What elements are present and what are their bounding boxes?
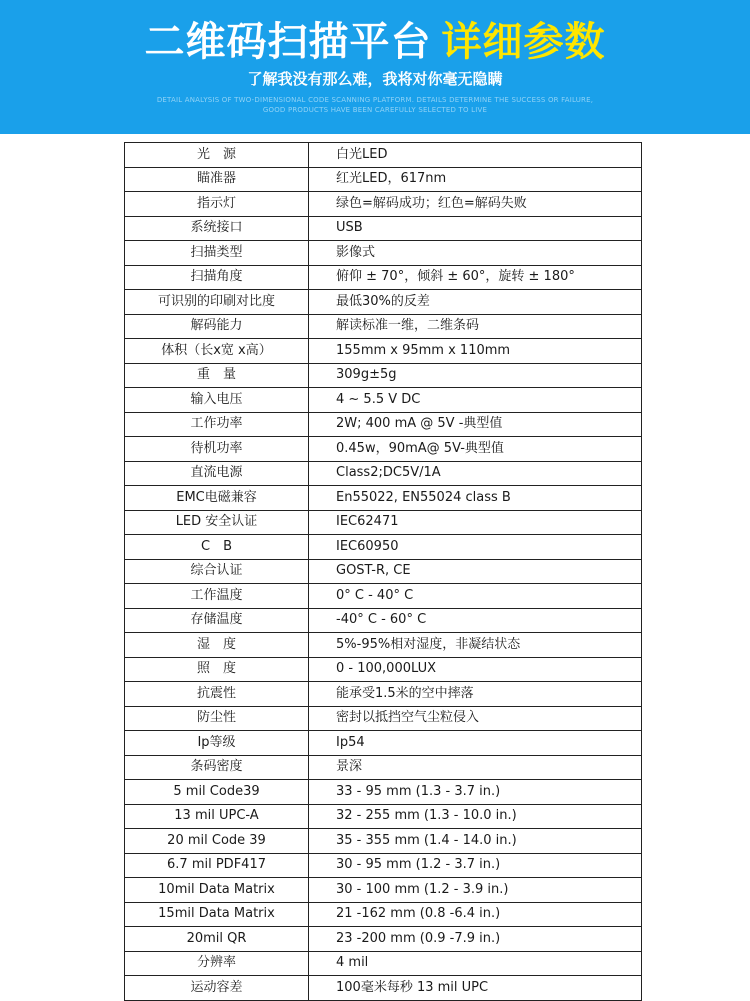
spec-label: 防尘性 — [125, 706, 309, 731]
spec-label: 13 mil UPC-A — [125, 804, 309, 829]
spec-value: IEC60950 — [309, 535, 642, 560]
spec-row — [125, 143, 642, 168]
spec-label: 湿 度 — [125, 633, 309, 658]
spec-row — [125, 657, 642, 682]
spec-label: 运动容差 — [125, 976, 309, 1001]
spec-row — [125, 755, 642, 780]
spec-value: 309g±5g — [309, 363, 642, 388]
spec-row — [125, 829, 642, 854]
spec-value: 影像式 — [309, 241, 642, 266]
spec-row — [125, 363, 642, 388]
spec-row — [125, 633, 642, 658]
page-title — [0, 14, 750, 70]
spec-value: 0 - 100,000LUX — [309, 657, 642, 682]
spec-value: 最低30%的反差 — [309, 290, 642, 315]
spec-label: 综合认证 — [125, 559, 309, 584]
spec-label: 工作功率 — [125, 412, 309, 437]
spec-value: 30 - 100 mm (1.2 - 3.9 in.) — [309, 878, 642, 903]
spec-label: 系统接口 — [125, 216, 309, 241]
spec-label: 解码能力 — [125, 314, 309, 339]
spec-value: 35 - 355 mm (1.4 - 14.0 in.) — [309, 829, 642, 854]
spec-row — [125, 584, 642, 609]
spec-row — [125, 927, 642, 952]
spec-label: EMC电磁兼容 — [125, 486, 309, 511]
title-accent: 详细参数 — [441, 19, 606, 65]
spec-value: 21 -162 mm (0.8 -6.4 in.) — [309, 902, 642, 927]
spec-value: 155mm x 95mm x 110mm — [309, 339, 642, 364]
spec-label: 工作温度 — [125, 584, 309, 609]
spec-row — [125, 608, 642, 633]
spec-label: 抗震性 — [125, 682, 309, 707]
spec-row — [125, 216, 642, 241]
spec-label: 存储温度 — [125, 608, 309, 633]
spec-row — [125, 339, 642, 364]
spec-label: 待机功率 — [125, 437, 309, 462]
spec-row — [125, 167, 642, 192]
spec-label: 分辨率 — [125, 951, 309, 976]
spec-label: 体积（长x宽 x高） — [125, 339, 309, 364]
spec-row — [125, 265, 642, 290]
spec-value: 0.45w，90mA@ 5V-典型值 — [309, 437, 642, 462]
spec-value: 5%-95%相对湿度，非凝结状态 — [309, 633, 642, 658]
spec-label: 条码密度 — [125, 755, 309, 780]
spec-label: 瞄准器 — [125, 167, 309, 192]
spec-label: Ip等级 — [125, 731, 309, 756]
title-main: 二维码扫描平台 — [144, 19, 432, 65]
spec-value: 0° C - 40° C — [309, 584, 642, 609]
spec-label: LED 安全认证 — [125, 510, 309, 535]
spec-label: 20mil QR — [125, 927, 309, 952]
spec-value: USB — [309, 216, 642, 241]
spec-row — [125, 314, 642, 339]
spec-row — [125, 902, 642, 927]
spec-value: 绿色=解码成功；红色=解码失败 — [309, 192, 642, 217]
spec-value: 4 ~ 5.5 V DC — [309, 388, 642, 413]
spec-row — [125, 535, 642, 560]
spec-label: 指示灯 — [125, 192, 309, 217]
spec-value: Ip54 — [309, 731, 642, 756]
spec-row — [125, 731, 642, 756]
spec-row — [125, 192, 642, 217]
spec-value: -40° C - 60° C — [309, 608, 642, 633]
spec-value: GOST-R, CE — [309, 559, 642, 584]
spec-row — [125, 437, 642, 462]
spec-label: 照 度 — [125, 657, 309, 682]
spec-label: C B — [125, 535, 309, 560]
spec-label: 20 mil Code 39 — [125, 829, 309, 854]
spec-label: 10mil Data Matrix — [125, 878, 309, 903]
header-banner — [0, 0, 750, 134]
spec-value: 白光LED — [309, 143, 642, 168]
spec-label: 15mil Data Matrix — [125, 902, 309, 927]
spec-value: 33 - 95 mm (1.3 - 3.7 in.) — [309, 780, 642, 805]
spec-row — [125, 241, 642, 266]
spec-row — [125, 290, 642, 315]
spec-row — [125, 486, 642, 511]
spec-row — [125, 559, 642, 584]
spec-label: 扫描角度 — [125, 265, 309, 290]
spec-row — [125, 412, 642, 437]
spec-value: 能承受1.5米的空中摔落 — [309, 682, 642, 707]
spec-table-body — [125, 143, 642, 1001]
spec-label: 5 mil Code39 — [125, 780, 309, 805]
spec-value: 30 - 95 mm (1.2 - 3.7 in.) — [309, 853, 642, 878]
spec-value: 23 -200 mm (0.9 -7.9 in.) — [309, 927, 642, 952]
spec-value: Class2;DC5V/1A — [309, 461, 642, 486]
spec-label: 6.7 mil PDF417 — [125, 853, 309, 878]
spec-row — [125, 510, 642, 535]
spec-value: 4 mil — [309, 951, 642, 976]
spec-label: 可识别的印刷对比度 — [125, 290, 309, 315]
subtitle: 了解我没有那么难，我将对你毫无隐瞒 — [247, 70, 503, 88]
spec-value: IEC62471 — [309, 510, 642, 535]
spec-label: 输入电压 — [125, 388, 309, 413]
spec-row — [125, 682, 642, 707]
english-description — [60, 95, 690, 115]
spec-row — [125, 951, 642, 976]
spec-label: 重 量 — [125, 363, 309, 388]
spec-value: En55022, EN55024 class B — [309, 486, 642, 511]
spec-row — [125, 853, 642, 878]
spec-value: 俯仰 ± 70°，倾斜 ± 60°，旋转 ± 180° — [309, 265, 642, 290]
spec-label: 扫描类型 — [125, 241, 309, 266]
spec-value: 景深 — [309, 755, 642, 780]
spec-table — [124, 142, 642, 1001]
spec-value: 32 - 255 mm (1.3 - 10.0 in.) — [309, 804, 642, 829]
spec-value: 解读标准一维，二维条码 — [309, 314, 642, 339]
spec-row — [125, 706, 642, 731]
english-line-1: DETAIL ANALYSIS OF TWO-DIMENSIONAL CODE SCANNING PLATFORM. DETAILS DETERMINE THE SUCCESS OR FAILURE, — [156, 96, 594, 104]
spec-row — [125, 976, 642, 1001]
spec-value: 2W; 400 mA @ 5V -典型值 — [309, 412, 642, 437]
spec-row — [125, 804, 642, 829]
spec-row — [125, 878, 642, 903]
spec-row — [125, 388, 642, 413]
spec-value: 密封以抵挡空气尘粒侵入 — [309, 706, 642, 731]
spec-value: 100毫米每秒 13 mil UPC — [309, 976, 642, 1001]
spec-value: 红光LED，617nm — [309, 167, 642, 192]
spec-label: 直流电源 — [125, 461, 309, 486]
spec-row — [125, 780, 642, 805]
spec-row — [125, 461, 642, 486]
spec-label: 光 源 — [125, 143, 309, 168]
english-line-2: GOOD PRODUCTS HAVE BEEN CAREFULLY SELECTED TO LIVE — [262, 106, 488, 114]
